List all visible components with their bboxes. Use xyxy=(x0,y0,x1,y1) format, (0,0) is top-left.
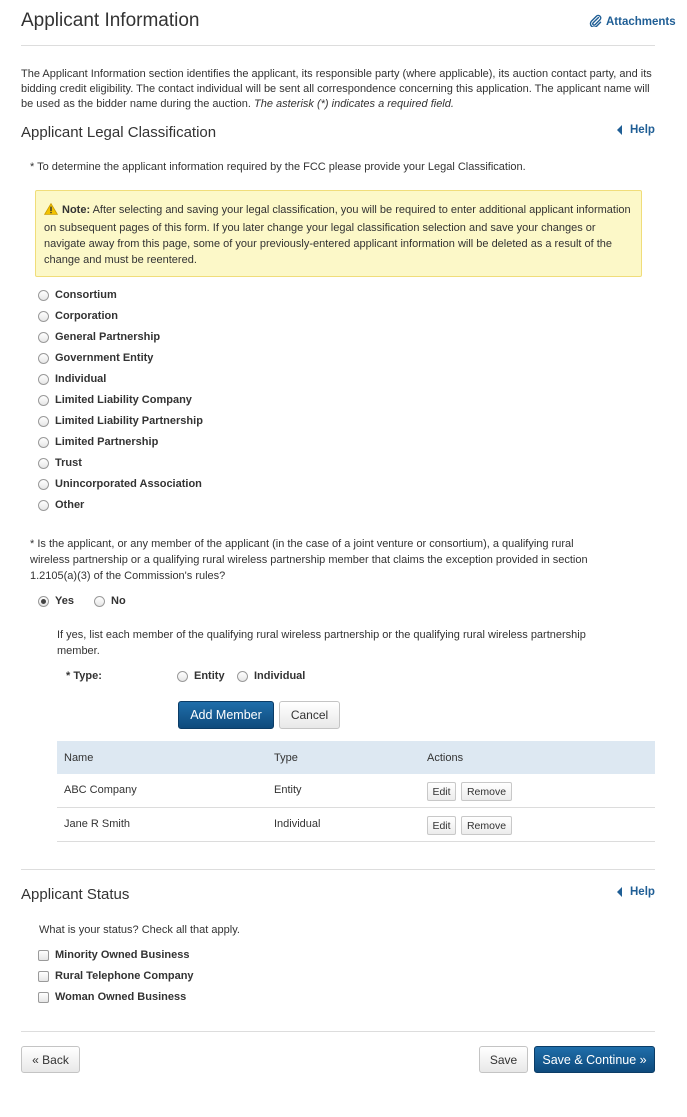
member-name: ABC Company xyxy=(64,784,137,796)
radio-button[interactable] xyxy=(38,437,49,448)
remove-button[interactable]: Remove xyxy=(461,816,512,835)
legal-option-other[interactable] xyxy=(38,497,84,513)
no-label: No xyxy=(111,595,126,607)
column-header-name: Name xyxy=(64,752,94,764)
paperclip-icon xyxy=(589,14,602,30)
edit-button[interactable]: Edit xyxy=(427,782,456,801)
attachments-link[interactable] xyxy=(589,14,676,30)
option-label: Individual xyxy=(55,373,107,385)
note-label: Note: xyxy=(62,204,91,216)
status-question: What is your status? Check all that apply. xyxy=(39,924,240,936)
caret-left-icon xyxy=(617,887,622,897)
add-member-button[interactable]: Add Member xyxy=(178,701,274,729)
yes-label: Yes xyxy=(55,595,74,607)
legal-option-government-entity[interactable] xyxy=(38,350,153,366)
radio-button[interactable] xyxy=(38,374,49,385)
status-help-link[interactable] xyxy=(617,886,655,898)
radio-button[interactable] xyxy=(177,671,188,682)
radio-button[interactable] xyxy=(38,290,49,301)
checkbox[interactable] xyxy=(38,992,49,1003)
option-label: Other xyxy=(55,499,85,511)
page-title: Applicant Information xyxy=(21,10,200,31)
applicant-status-title: Applicant Status xyxy=(21,886,130,903)
legal-option-general-partnership[interactable] xyxy=(38,329,160,345)
entity-label: Entity xyxy=(194,670,225,682)
save-button[interactable]: Save xyxy=(479,1046,528,1073)
header-divider xyxy=(21,45,655,46)
legal-help-link[interactable] xyxy=(617,124,655,136)
legal-instruction: * To determine the applicant information required by the FCC please provide your Legal Classification. xyxy=(30,161,526,173)
column-header-actions: Actions xyxy=(427,752,464,764)
rural-yes-option[interactable] xyxy=(38,593,74,609)
type-entity-option[interactable] xyxy=(177,668,225,684)
section-divider xyxy=(21,869,655,870)
radio-button[interactable] xyxy=(38,479,49,490)
members-table-header xyxy=(57,741,655,774)
footer-divider xyxy=(21,1031,655,1032)
member-type: Entity xyxy=(274,784,302,796)
option-label: Government Entity xyxy=(55,352,154,364)
legal-option-individual[interactable] xyxy=(38,371,106,387)
legal-option-consortium[interactable] xyxy=(38,287,117,303)
legal-option-unincorporated-association[interactable] xyxy=(38,476,202,492)
cancel-button[interactable]: Cancel xyxy=(279,701,340,729)
note-text: After selecting and saving your legal classification, you will be required to enter additional applicant information on subsequent pages of this form. If you later change your legal classification selection and save your changes or navigate away from this page, some of your previously-entered applicant information will be deleted as a result of the change and must be reentered. xyxy=(44,204,631,266)
individual-label: Individual xyxy=(254,670,306,682)
intro-text xyxy=(21,67,661,112)
table-row xyxy=(57,808,655,842)
option-label: Trust xyxy=(55,457,82,469)
legal-help-label: Help xyxy=(630,124,655,136)
rural-question: * Is the applicant, or any member of the applicant (in the case of a joint venture or consortium), a qualifying rural wireless partnership or a qualifying rural wireless partnership member that claims the exception provided in section 1.2105(a)(3) of the Commission's rules? xyxy=(30,538,588,582)
radio-button[interactable] xyxy=(237,671,248,682)
status-option-woman-owned[interactable] xyxy=(38,989,186,1005)
radio-button-selected[interactable] xyxy=(38,596,49,607)
intro-body: The Applicant Information section identifies the applicant, its responsible party (where applicable), its auction contact party, and its bidding credit eligibility. The contact individual will be sent all correspondence concerning this application. The applicant name will be used as the bidder name during the auction. xyxy=(21,68,652,110)
row-divider xyxy=(57,841,655,842)
legal-option-trust[interactable] xyxy=(38,455,82,471)
option-label: Woman Owned Business xyxy=(55,991,187,1003)
radio-button[interactable] xyxy=(38,458,49,469)
intro-required-note: The asterisk (*) indicates a required field. xyxy=(254,98,454,110)
radio-button[interactable] xyxy=(94,596,105,607)
warning-icon xyxy=(44,203,58,220)
type-individual-option[interactable] xyxy=(237,668,305,684)
member-name: Jane R Smith xyxy=(64,818,131,830)
radio-button[interactable] xyxy=(38,395,49,406)
legal-option-corporation[interactable] xyxy=(38,308,118,324)
back-button[interactable]: « Back xyxy=(21,1046,80,1073)
column-header-type: Type xyxy=(274,752,298,764)
option-label: Limited Partnership xyxy=(55,436,159,448)
table-row xyxy=(57,774,655,808)
option-label: Unincorporated Association xyxy=(55,478,202,490)
option-label: Limited Liability Partnership xyxy=(55,415,203,427)
caret-left-icon xyxy=(617,125,622,135)
member-list-instruction: If yes, list each member of the qualifying rural wireless partnership or the qualifying rural wireless partnership member. xyxy=(57,629,586,657)
status-help-label: Help xyxy=(630,886,655,898)
option-label: General Partnership xyxy=(55,331,161,343)
type-label: * Type: xyxy=(66,670,102,682)
checkbox[interactable] xyxy=(38,971,49,982)
save-and-continue-button[interactable]: Save & Continue » xyxy=(534,1046,655,1073)
attachments-label: Attachments xyxy=(606,16,676,28)
legal-option-llc[interactable] xyxy=(38,392,192,408)
option-label: Corporation xyxy=(55,310,118,322)
legal-option-llp[interactable] xyxy=(38,413,203,429)
radio-button[interactable] xyxy=(38,416,49,427)
rural-no-option[interactable] xyxy=(94,593,126,609)
legal-option-limited-partnership[interactable] xyxy=(38,434,158,450)
radio-button[interactable] xyxy=(38,332,49,343)
radio-button[interactable] xyxy=(38,500,49,511)
status-option-minority-owned[interactable] xyxy=(38,947,189,963)
remove-button[interactable]: Remove xyxy=(461,782,512,801)
option-label: Limited Liability Company xyxy=(55,394,192,406)
legal-classification-title: Applicant Legal Classification xyxy=(21,124,217,141)
radio-button[interactable] xyxy=(38,311,49,322)
radio-button[interactable] xyxy=(38,353,49,364)
member-type: Individual xyxy=(274,818,321,830)
option-label: Minority Owned Business xyxy=(55,949,190,961)
checkbox[interactable] xyxy=(38,950,49,961)
legal-note-box xyxy=(35,190,642,277)
option-label: Rural Telephone Company xyxy=(55,970,194,982)
option-label: Consortium xyxy=(55,289,117,301)
edit-button[interactable]: Edit xyxy=(427,816,456,835)
status-option-rural-telephone[interactable] xyxy=(38,968,194,984)
